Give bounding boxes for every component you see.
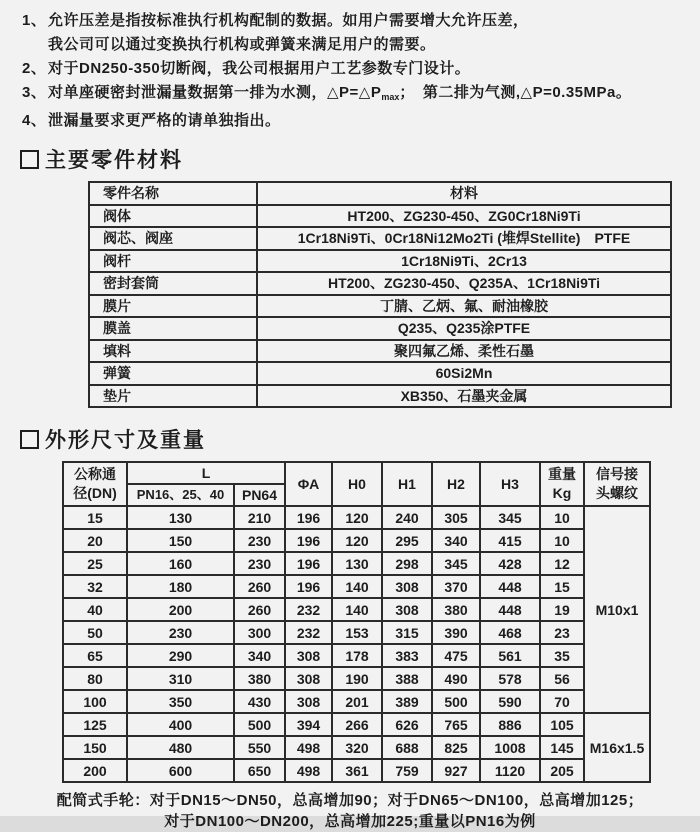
section-title: 主要零件材料 (45, 149, 183, 172)
dimension-cell: 600 (127, 759, 234, 782)
dimension-cell: 340 (234, 644, 285, 667)
dimension-cell: 290 (127, 644, 234, 667)
dimension-cell: 232 (285, 598, 332, 621)
dimensions-header-row-1 (63, 462, 650, 484)
note-number: 4、 (22, 112, 47, 129)
materials-row (89, 250, 671, 273)
dimension-cell: 320 (332, 736, 382, 759)
materials-row (89, 272, 671, 295)
part-name-cell: 填料 (89, 340, 257, 363)
materials-row (89, 362, 671, 385)
dimension-cell: 20 (63, 529, 127, 552)
dimension-cell: 1008 (480, 736, 540, 759)
dimension-cell: 130 (332, 552, 382, 575)
dimension-cell: 448 (480, 575, 540, 598)
dimension-cell: 19 (540, 598, 584, 621)
material-cell: 聚四氟乙烯、柔性石墨 (257, 340, 671, 363)
materials-row (89, 205, 671, 228)
section-heading-dimensions (20, 424, 700, 454)
dimension-cell: 266 (332, 713, 382, 736)
dimension-cell: 886 (480, 713, 540, 736)
signal-thread-cell: M10x1 (584, 506, 650, 713)
materials-header-row (89, 182, 671, 205)
dimension-cell: 210 (234, 506, 285, 529)
dimension-cell: 196 (285, 575, 332, 598)
dimension-cell: 10 (540, 529, 584, 552)
materials-table (88, 181, 672, 408)
dimensions-row (63, 690, 650, 713)
dimension-cell: 500 (432, 690, 480, 713)
dimensions-row (63, 759, 650, 782)
dimension-cell: 80 (63, 667, 127, 690)
dimension-cell: 350 (127, 690, 234, 713)
part-name-cell: 阀体 (89, 205, 257, 228)
dimension-cell: 394 (285, 713, 332, 736)
dimension-cell: 196 (285, 552, 332, 575)
dimension-cell: 415 (480, 529, 540, 552)
dimension-cell: 825 (432, 736, 480, 759)
dimension-cell: 15 (540, 575, 584, 598)
dimension-cell: 688 (382, 736, 432, 759)
dimension-cell: 178 (332, 644, 382, 667)
dimensions-row (63, 506, 650, 529)
dimension-cell: 430 (234, 690, 285, 713)
part-name-cell: 阀芯、阀座 (89, 227, 257, 250)
col-header-h2: H2 (432, 462, 480, 506)
dimension-cell: 56 (540, 667, 584, 690)
dimension-cell: 35 (540, 644, 584, 667)
dimension-cell: 590 (480, 690, 540, 713)
dimensions-row (63, 575, 650, 598)
dimension-cell: 196 (285, 529, 332, 552)
dimension-cell: 200 (63, 759, 127, 782)
dimension-cell: 388 (382, 667, 432, 690)
part-name-cell: 膜片 (89, 295, 257, 318)
dimension-cell: 196 (285, 506, 332, 529)
section-title: 外形尺寸及重量 (45, 429, 206, 452)
note-1 (22, 9, 690, 57)
dimension-cell: 498 (285, 736, 332, 759)
dimension-cell: 120 (332, 506, 382, 529)
dimension-cell: 498 (285, 759, 332, 782)
dimension-cell: 240 (382, 506, 432, 529)
dimension-cell: 340 (432, 529, 480, 552)
section-heading-materials (20, 144, 700, 174)
material-cell: 1Cr18Ni9Ti、2Cr13 (257, 250, 671, 273)
dimension-cell: 300 (234, 621, 285, 644)
dimension-cell: 561 (480, 644, 540, 667)
dimension-cell: 390 (432, 621, 480, 644)
col-header-signal-thread: 信号接 头螺纹 (584, 462, 650, 506)
material-cell: HT200、ZG230-450、ZG0Cr18Ni9Ti (257, 205, 671, 228)
dimension-cell: 145 (540, 736, 584, 759)
dimensions-row (63, 713, 650, 736)
dimension-cell: 383 (382, 644, 432, 667)
material-cell: Q235、Q235涂PTFE (257, 317, 671, 340)
dimensions-row (63, 552, 650, 575)
dimension-cell: 232 (285, 621, 332, 644)
col-header-pn16-25-40: PN16、25、40 (127, 484, 234, 506)
dimension-cell: 200 (127, 598, 234, 621)
part-name-cell: 弹簧 (89, 362, 257, 385)
dimension-cell: 345 (432, 552, 480, 575)
col-header-dn: 公称通 径(DN) (63, 462, 127, 506)
part-name-cell: 垫片 (89, 385, 257, 408)
dimension-cell: 305 (432, 506, 480, 529)
dimension-cell: 490 (432, 667, 480, 690)
square-bullet-icon (20, 150, 39, 169)
dimension-cell: 308 (382, 575, 432, 598)
part-name-cell: 密封套筒 (89, 272, 257, 295)
dimension-cell: 370 (432, 575, 480, 598)
dimensions-row (63, 644, 650, 667)
col-header-weight: 重量 Kg (540, 462, 584, 506)
notes-block (0, 0, 700, 133)
col-header-h0: H0 (332, 462, 382, 506)
dimension-cell: 153 (332, 621, 382, 644)
note-1-line-2: 我公司可以通过变换执行机构或弹簧来满足用户的需要。 (48, 36, 436, 53)
dimension-cell: 23 (540, 621, 584, 644)
col-header-l: L (127, 462, 285, 484)
dimension-cell: 150 (127, 529, 234, 552)
dimensions-row (63, 736, 650, 759)
dimension-cell: 180 (127, 575, 234, 598)
dimension-cell: 15 (63, 506, 127, 529)
materials-row (89, 227, 671, 250)
dimension-cell: 308 (382, 598, 432, 621)
dimension-cell: 315 (382, 621, 432, 644)
dimension-cell: 10 (540, 506, 584, 529)
dimension-cell: 475 (432, 644, 480, 667)
dimension-cell: 759 (382, 759, 432, 782)
material-cell: 1Cr18Ni9Ti、0Cr18Ni12Mo2Ti (堆焊Stellite) PTFE (257, 227, 671, 250)
dimension-cell: 927 (432, 759, 480, 782)
dimension-cell: 32 (63, 575, 127, 598)
dimension-cell: 400 (127, 713, 234, 736)
dimension-cell: 50 (63, 621, 127, 644)
dimension-cell: 100 (63, 690, 127, 713)
dimension-cell: 120 (332, 529, 382, 552)
dimension-cell: 298 (382, 552, 432, 575)
note-3 (22, 81, 690, 109)
dimension-cell: 230 (234, 529, 285, 552)
note-3-subscript: max (381, 92, 400, 102)
note-number: 2、 (22, 60, 47, 77)
dimension-cell: 480 (127, 736, 234, 759)
dimension-cell: 468 (480, 621, 540, 644)
materials-row (89, 317, 671, 340)
dimensions-row (63, 598, 650, 621)
footer-line-2: 对于DN100～DN200，总高增加225;重量以PN16为例 (164, 813, 536, 830)
dimension-cell: 308 (285, 644, 332, 667)
dimension-cell: 626 (382, 713, 432, 736)
dimension-cell: 260 (234, 575, 285, 598)
dimension-cell: 308 (285, 690, 332, 713)
square-bullet-icon (20, 430, 39, 449)
dimension-cell: 1120 (480, 759, 540, 782)
materials-row (89, 295, 671, 318)
material-cell: HT200、ZG230-450、Q235A、1Cr18Ni9Ti (257, 272, 671, 295)
dimensions-row (63, 621, 650, 644)
dimension-cell: 140 (332, 575, 382, 598)
dimension-cell: 428 (480, 552, 540, 575)
col-header-h3: H3 (480, 462, 540, 506)
dimension-cell: 205 (540, 759, 584, 782)
dimension-cell: 295 (382, 529, 432, 552)
col-header-material: 材料 (257, 182, 671, 205)
dimension-cell: 190 (332, 667, 382, 690)
note-3-text: 对单座硬密封泄漏量数据第一排为水测，△P=△P (48, 84, 382, 101)
note-number: 3、 (22, 84, 47, 101)
dimension-cell: 550 (234, 736, 285, 759)
dimension-cell: 65 (63, 644, 127, 667)
dimension-cell: 230 (234, 552, 285, 575)
footer-line-1: 配简式手轮：对于DN15～DN50，总高增加90；对于DN65～DN100，总高增加125； (56, 792, 644, 809)
col-header-h1: H1 (382, 462, 432, 506)
materials-row (89, 340, 671, 363)
dimension-cell: 260 (234, 598, 285, 621)
material-cell: 60Si2Mn (257, 362, 671, 385)
footer-note (0, 790, 700, 832)
material-cell: XB350、石墨夹金属 (257, 385, 671, 408)
dimension-cell: 308 (285, 667, 332, 690)
material-cell: 丁腈、乙炳、氟、耐油橡胶 (257, 295, 671, 318)
note-4 (22, 109, 690, 133)
col-header-part-name: 零件名称 (89, 182, 257, 205)
dimension-cell: 130 (127, 506, 234, 529)
dimension-cell: 380 (234, 667, 285, 690)
note-4-line-1: 泄漏量要求更严格的请单独指出。 (48, 112, 281, 129)
dimension-cell: 448 (480, 598, 540, 621)
note-2-line-1: 对于DN250-350切断阀，我公司根据用户工艺参数专门设计。 (48, 60, 471, 77)
dimensions-row (63, 529, 650, 552)
dimension-cell: 70 (540, 690, 584, 713)
dimension-cell: 150 (63, 736, 127, 759)
dimensions-row (63, 667, 650, 690)
dimension-cell: 201 (332, 690, 382, 713)
dimension-cell: 380 (432, 598, 480, 621)
signal-thread-cell: M16x1.5 (584, 713, 650, 782)
dimension-cell: 650 (234, 759, 285, 782)
dimension-cell: 345 (480, 506, 540, 529)
dimension-cell: 140 (332, 598, 382, 621)
dimension-cell: 160 (127, 552, 234, 575)
col-header-pn64: PN64 (234, 484, 285, 506)
dimension-cell: 361 (332, 759, 382, 782)
note-3-text-after: ； 第二排为气测,△P=0.35MPa。 (399, 84, 632, 101)
dimensions-table (62, 461, 651, 783)
dimension-cell: 12 (540, 552, 584, 575)
dimension-cell: 105 (540, 713, 584, 736)
dimension-cell: 765 (432, 713, 480, 736)
dimension-cell: 40 (63, 598, 127, 621)
materials-row (89, 385, 671, 408)
part-name-cell: 膜盖 (89, 317, 257, 340)
note-number: 1、 (22, 12, 47, 29)
dimension-cell: 125 (63, 713, 127, 736)
part-name-cell: 阀杆 (89, 250, 257, 273)
note-2 (22, 57, 690, 81)
dimension-cell: 25 (63, 552, 127, 575)
note-1-line-1: 允许压差是指按标准执行机构配制的数据。如用户需要增大允许压差， (48, 12, 529, 29)
dimension-cell: 578 (480, 667, 540, 690)
col-header-phi-a: ΦA (285, 462, 332, 506)
dimension-cell: 230 (127, 621, 234, 644)
dimension-cell: 500 (234, 713, 285, 736)
dimension-cell: 310 (127, 667, 234, 690)
dimension-cell: 389 (382, 690, 432, 713)
